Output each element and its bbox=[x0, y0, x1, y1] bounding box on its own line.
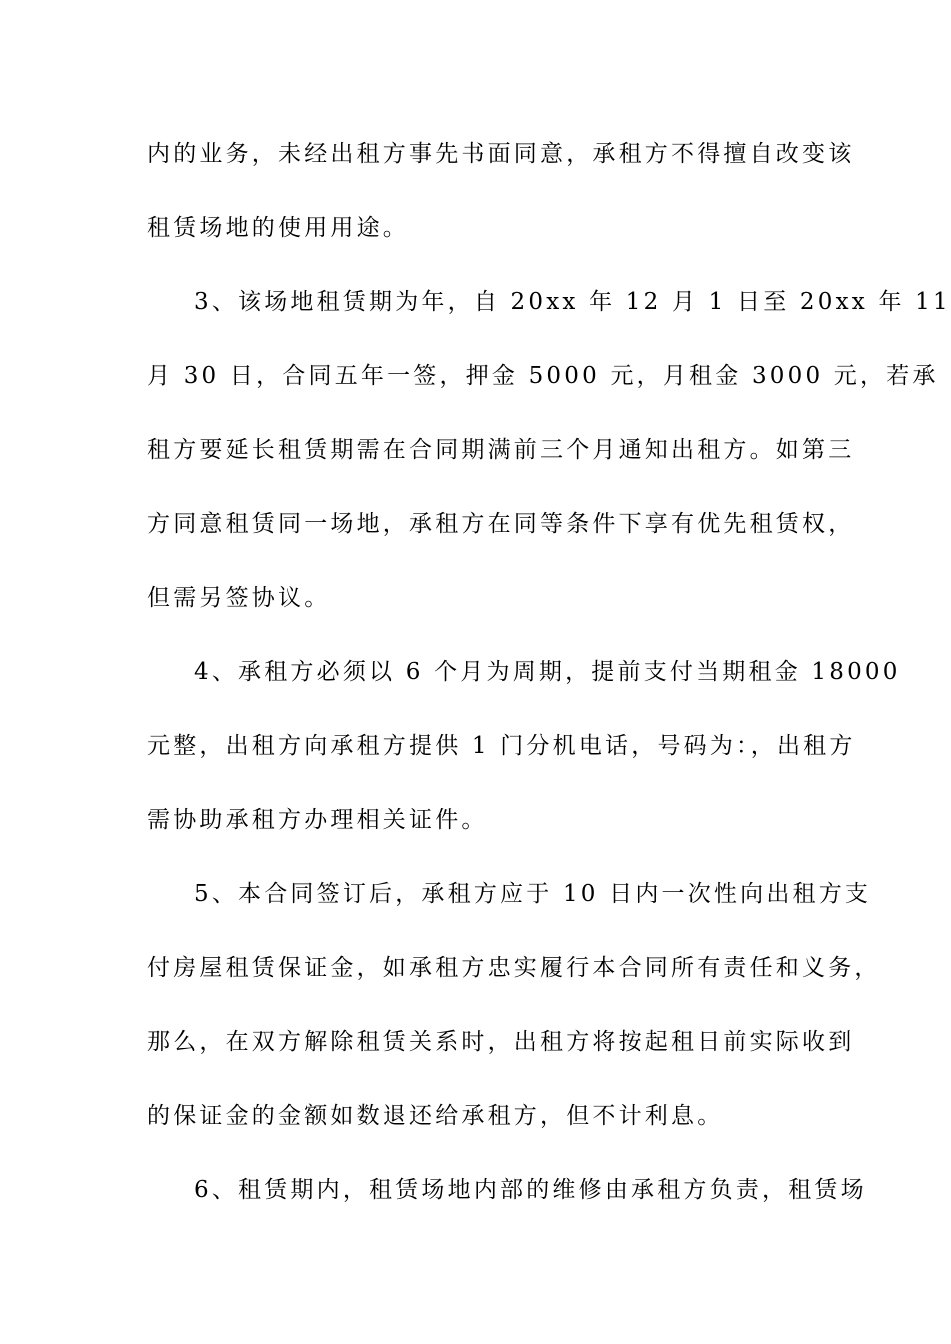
paragraph-line: 付房屋租赁保证金，如承租方忠实履行本合同所有责任和义务， bbox=[147, 955, 881, 981]
paragraph-line: 3、该场地租赁期为年，自 20xx 年 12 月 1 日至 20xx 年 11 bbox=[194, 289, 951, 315]
paragraph-line: 元整，出租方向承租方提供 1 门分机电话，号码为：，出租方 bbox=[147, 733, 856, 759]
paragraph-line: 的保证金的金额如数退还给承租方，但不计利息。 bbox=[147, 1103, 724, 1129]
paragraph-line: 内的业务，未经出租方事先书面同意，承租方不得擅自改变该 bbox=[147, 141, 855, 167]
paragraph-line: 4、承租方必须以 6 个月为周期，提前支付当期租金 18000 bbox=[194, 659, 901, 685]
paragraph-line: 6、租赁期内，租赁场地内部的维修由承租方负责，租赁场 bbox=[194, 1177, 867, 1203]
paragraph-line: 那么，在双方解除租赁关系时，出租方将按起租日前实际收到 bbox=[147, 1029, 855, 1055]
paragraph-line: 但需另签协议。 bbox=[147, 585, 331, 611]
paragraph-line: 租赁场地的使用用途。 bbox=[147, 215, 409, 241]
paragraph-line: 月 30 日，合同五年一签，押金 5000 元，月租金 3000 元，若承 bbox=[147, 363, 939, 389]
paragraph-line: 租方要延长租赁期需在合同期满前三个月通知出租方。如第三 bbox=[147, 437, 855, 463]
paragraph-line: 需协助承租方办理相关证件。 bbox=[147, 807, 488, 833]
paragraph-line: 方同意租赁同一场地，承租方在同等条件下享有优先租赁权， bbox=[147, 511, 855, 537]
paragraph-line: 5、本合同签订后，承租方应于 10 日内一次性向出租方支 bbox=[194, 881, 872, 907]
